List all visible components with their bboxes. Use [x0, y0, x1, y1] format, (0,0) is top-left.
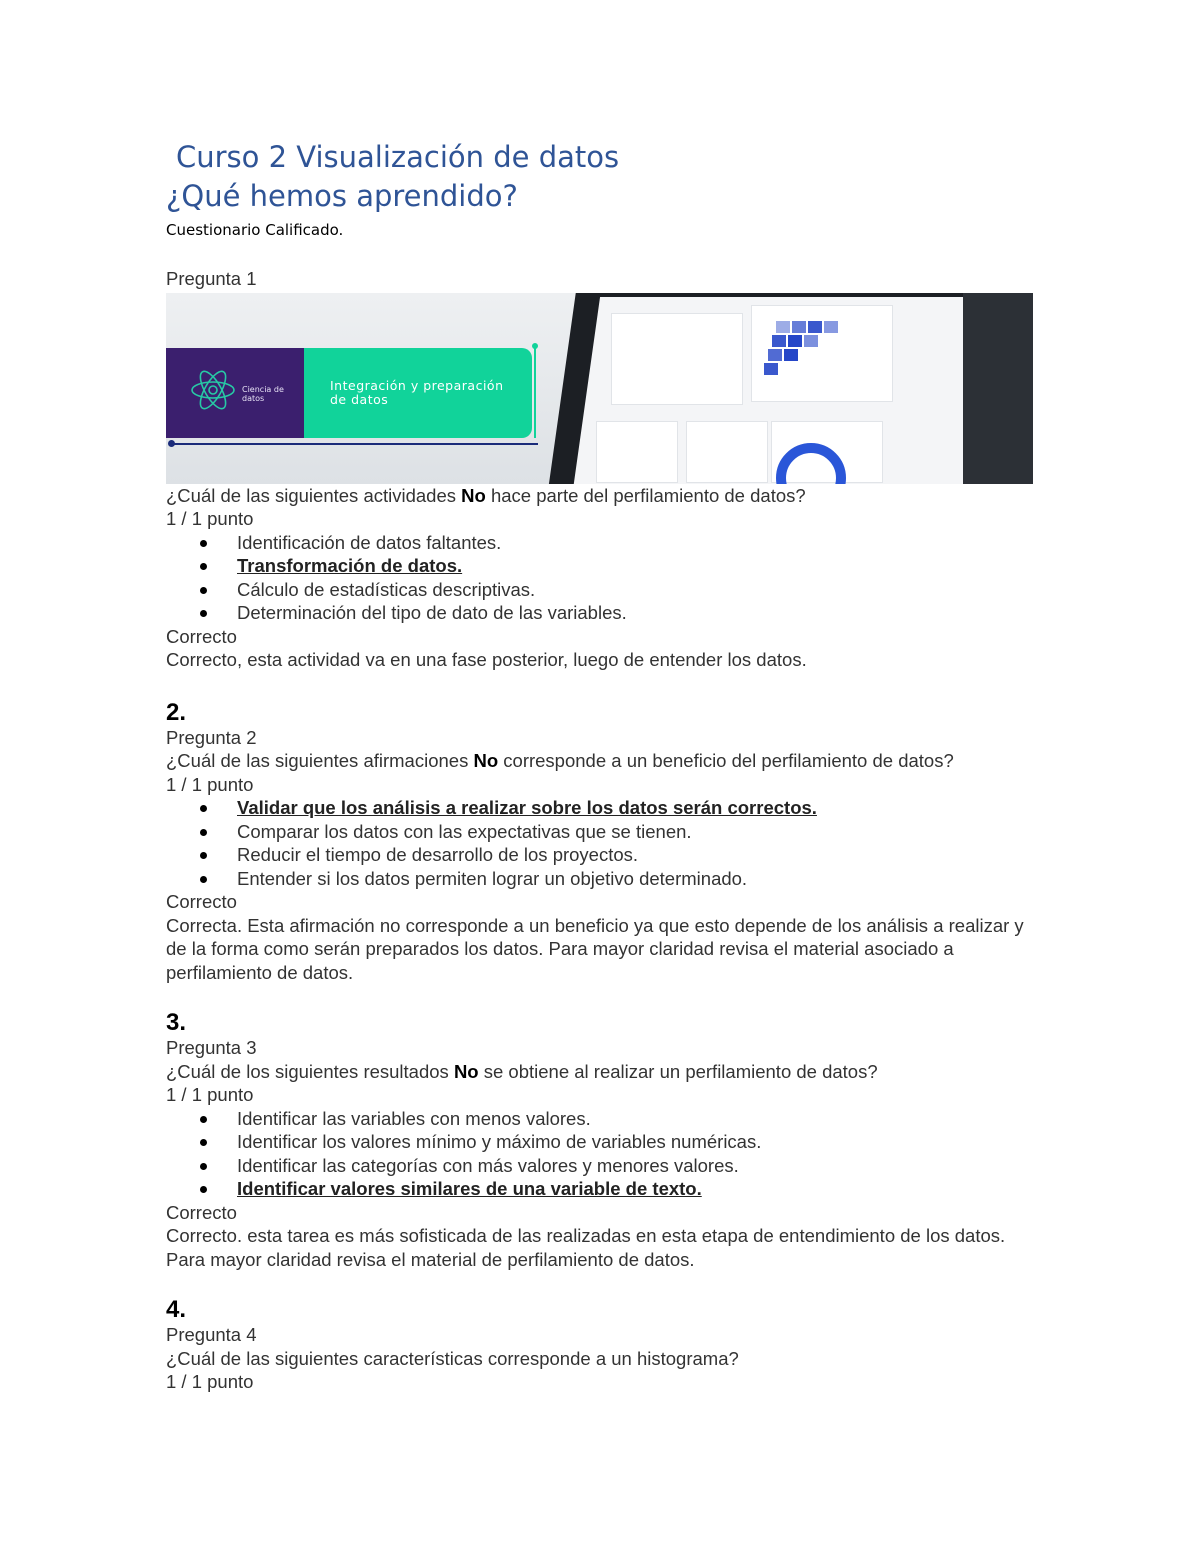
heatmap-cell — [772, 335, 786, 347]
question-3-score: 1 / 1 punto — [166, 1084, 254, 1105]
option-label: Identificar las categorías con más valores y menores valores. — [237, 1154, 739, 1176]
bullet-icon — [200, 610, 207, 617]
heatmap-cell — [784, 349, 798, 361]
bullet-icon — [200, 1139, 207, 1146]
bullet-icon — [200, 587, 207, 594]
question-1-options — [166, 531, 1036, 625]
question-4-text: ¿Cuál de las siguientes características corresponde a un histograma? — [166, 1347, 739, 1369]
question-1-label: Pregunta 1 — [166, 268, 257, 289]
question-text-part: se obtiene al realizar un perfilamiento de datos? — [478, 1060, 878, 1082]
question-2-status: Correcto — [166, 891, 237, 912]
option-label: Comparar los datos con las expectativas que se tienen. — [237, 820, 692, 842]
bullet-icon — [200, 1163, 207, 1170]
bullet-icon — [200, 540, 207, 547]
banner-dark-edge — [963, 293, 1033, 484]
option-item[interactable] — [200, 1130, 1036, 1154]
module-label: Integración y preparación de datos — [330, 377, 504, 407]
option-label: Identificar valores similares de una variable de texto. — [237, 1178, 702, 1199]
heatmap-cell — [808, 321, 822, 333]
question-text-part: ¿Cuál de las siguientes actividades — [166, 484, 462, 506]
course-banner-image — [166, 293, 1033, 484]
question-1-feedback: Correcto, esta actividad va en una fase posterior, luego de entender los datos. — [166, 649, 807, 670]
option-item[interactable] — [200, 578, 1036, 602]
question-2-text — [166, 749, 1036, 773]
bullet-icon — [200, 852, 207, 859]
option-item[interactable] — [200, 601, 1036, 625]
question-3-options — [166, 1107, 1036, 1201]
question-2-options — [166, 796, 1036, 890]
brand-label: Ciencia de datos — [242, 384, 284, 403]
heatmap-cell — [764, 363, 778, 375]
bullet-icon — [200, 1186, 207, 1193]
option-item[interactable] — [200, 1154, 1036, 1178]
question-2-score: 1 / 1 punto — [166, 773, 254, 795]
option-item[interactable] — [200, 531, 1036, 555]
question-2-label: Pregunta 2 — [166, 726, 257, 748]
question-text-part: corresponde a un beneficio del perfilamiento de datos? — [498, 750, 954, 771]
option-label: Determinación del tipo de dato de las variables. — [237, 602, 627, 623]
option-label: Transformación de datos. — [237, 555, 463, 576]
bullet-icon — [200, 563, 207, 570]
heatmap-cell — [768, 349, 782, 361]
question-1-text — [166, 484, 1036, 508]
decor-line — [534, 346, 536, 438]
heatmap-cell — [792, 321, 806, 333]
decor-line — [170, 443, 538, 445]
heatmap-cell — [824, 321, 838, 333]
option-label: Entender si los datos permiten lograr un objetivo determinado. — [237, 867, 748, 889]
option-item[interactable] — [200, 820, 1036, 844]
atom-icon — [188, 365, 238, 415]
heatmap-cell — [788, 335, 802, 347]
bullet-icon — [200, 805, 207, 812]
question-emphasis: No — [453, 1060, 479, 1082]
option-item[interactable] — [200, 1107, 1036, 1131]
question-3-status: Correcto — [166, 1201, 237, 1223]
question-3-label: Pregunta 3 — [166, 1037, 257, 1058]
question-2-number: 2. — [166, 698, 187, 726]
document-content — [166, 138, 1036, 1394]
option-item[interactable] — [200, 843, 1036, 867]
question-text-part: ¿Cuál de los siguientes resultados — [166, 1060, 454, 1082]
option-label: Identificar los valores mínimo y máximo de variables numéricas. — [237, 1131, 762, 1152]
question-3-feedback: Correcto. esta tarea es más sofisticada de las realizadas en esta etapa de entendimiento de los datos. Para mayor claridad revisa el material de perfilamiento de datos. — [166, 1225, 1006, 1270]
heatmap-cell — [804, 335, 818, 347]
question-4-number: 4. — [166, 1296, 187, 1323]
dashboard-panel — [611, 313, 743, 405]
question-emphasis: No — [473, 750, 499, 771]
section-title: ¿Qué hemos aprendido? — [166, 179, 518, 213]
question-2-feedback: Correcta. Esta afirmación no corresponde a un beneficio ya que esto depende de los análisis a realizar y de la forma como serán preparados los datos. Para mayor claridad revisa el material asociado a perfilamiento de datos. — [166, 914, 1024, 983]
course-title: Curso 2 Visualización de datos — [176, 140, 620, 174]
heatmap-cell — [776, 321, 790, 333]
quiz-subtitle: Cuestionario Calificado. — [166, 221, 344, 239]
question-4-score: 1 / 1 punto — [166, 1371, 254, 1392]
question-emphasis: No — [461, 484, 486, 506]
option-label: Validar que los análisis a realizar sobre los datos serán correctos. — [237, 797, 817, 818]
decor-dot — [168, 440, 175, 447]
question-1-score: 1 / 1 punto — [166, 508, 254, 529]
option-label: Cálculo de estadísticas descriptivas. — [237, 578, 536, 600]
dashboard-panel — [686, 421, 768, 483]
dashboard-panel — [596, 421, 678, 483]
option-item-selected[interactable] — [200, 554, 1036, 578]
question-3-text — [166, 1060, 1036, 1084]
option-label: Identificación de datos faltantes. — [237, 531, 502, 553]
question-4-label: Pregunta 4 — [166, 1324, 257, 1345]
bullet-icon — [200, 1116, 207, 1123]
option-label: Identificar las variables con menos valores. — [237, 1107, 591, 1129]
bullet-icon — [200, 876, 207, 883]
question-text-part: ¿Cuál de las siguientes afirmaciones — [166, 750, 474, 771]
question-1-status: Correcto — [166, 625, 237, 647]
option-item-selected[interactable] — [200, 796, 1036, 820]
option-item[interactable] — [200, 867, 1036, 891]
option-item-selected[interactable] — [200, 1177, 1036, 1201]
question-3-number: 3. — [166, 1009, 187, 1036]
question-text-part: hace parte del perfilamiento de datos? — [485, 484, 806, 506]
option-label: Reducir el tiempo de desarrollo de los proyectos. — [237, 844, 639, 865]
bullet-icon — [200, 829, 207, 836]
